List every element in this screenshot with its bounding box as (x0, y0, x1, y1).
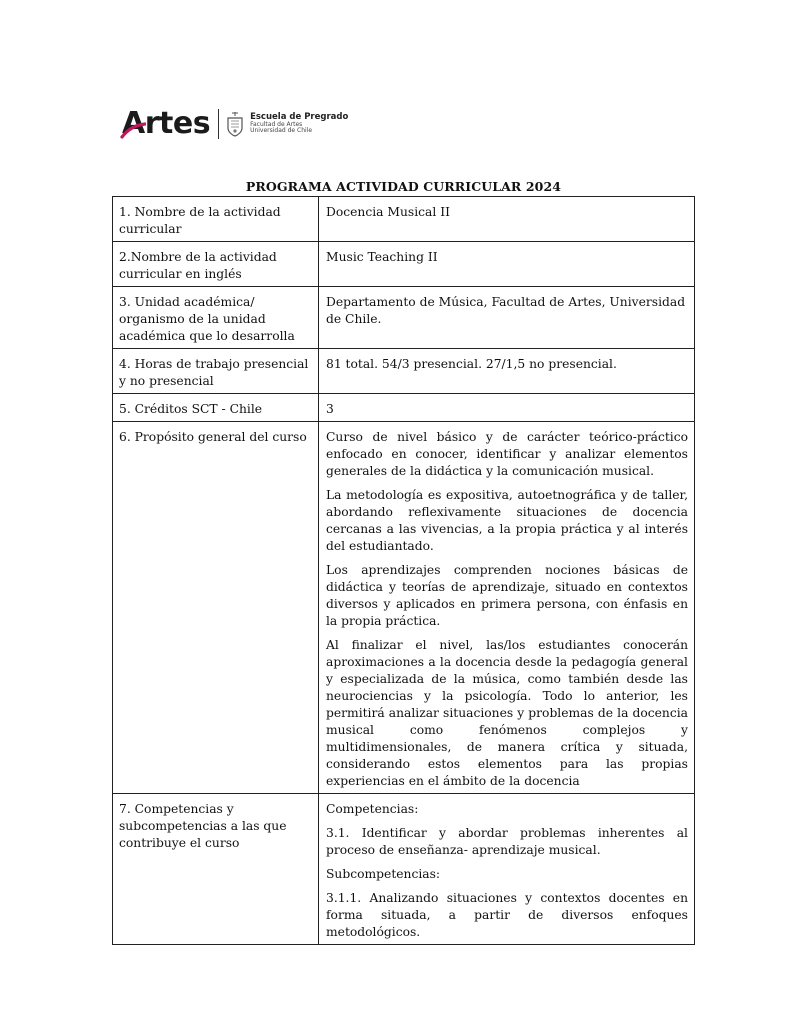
logo-line-school: Escuela de Pregrado (250, 112, 349, 123)
table-row-horas (113, 349, 695, 394)
competencia-item: 3.1. Identificar y abordar problemas inherentes al proceso de enseñanza- aprendizaje musical. (326, 826, 688, 857)
institution-logo (122, 104, 348, 144)
table-row-proposito (113, 422, 695, 794)
logo-swoosh-icon (120, 115, 146, 141)
row-label: 2.Nombre de la actividad curricular en inglés (113, 242, 319, 287)
row-label: 3. Unidad académica/ organismo de la unidad académica que lo desarrolla (113, 287, 319, 349)
table-row-competencias (113, 794, 695, 945)
subcompetencia-item: 3.1.1. Analizando situaciones y contextos docentes en forma situada, a partir de diversos enfoques metodológicos. (326, 891, 688, 939)
logo-word: Artes (122, 106, 211, 141)
competencias-heading: Competencias: (326, 802, 419, 816)
row-value: 81 total. 54/3 presencial. 27/1,5 no presencial. (319, 349, 695, 394)
row-value-competencias (319, 794, 695, 945)
proposito-paragraph-2: La metodología es expositiva, autoetnográfica y de taller, abordando reflexivamente situaciones de docencia cercanas a las vivencias, a la propia práctica y al interés del estudiantado. (326, 488, 688, 553)
row-value: Music Teaching II (319, 242, 695, 287)
proposito-paragraph-4: Al finalizar el nivel, las/los estudiantes conocerán aproximaciones a la docencia desde la pedagogía general y especializada de la música, como también desde las neurociencias y la psicología. Todo lo anterior, les permitirá analizar situaciones y problemas de la docencia musical como fenómenos complejos y multidimensionales, de manera crítica y situada, considerando estos elementos para las propias experiencias en el ámbito de la docencia (326, 638, 688, 788)
logo-text (250, 113, 348, 135)
logo-line-faculty: Facultad de Artes (250, 121, 303, 129)
row-label: 5. Créditos SCT - Chile (113, 394, 319, 422)
row-label: 6. Propósito general del curso (113, 422, 319, 794)
proposito-paragraph-1: Curso de nivel básico y de carácter teórico-práctico enfocado en conocer, identificar y analizar elementos generales de la didáctica y la comunicación musical. (326, 430, 688, 478)
logo-wordmark (122, 106, 211, 141)
row-value: 3 (319, 394, 695, 422)
curricular-program-table (112, 196, 695, 945)
proposito-paragraph-3: Los aprendizajes comprenden nociones básicas de didáctica y teorías de aprendizaje, situado en contextos diversos y aplicados en primera persona, con énfasis en la propia práctica. (326, 563, 688, 628)
row-value: Departamento de Música, Facultad de Artes, Universidad de Chile. (319, 287, 695, 349)
row-value-proposito (319, 422, 695, 794)
table-row-creditos (113, 394, 695, 422)
university-seal-icon (226, 111, 244, 137)
table-row-nombre-ingles (113, 242, 695, 287)
logo-divider (218, 109, 219, 139)
subcompetencias-heading: Subcompetencias: (326, 867, 441, 881)
logo-line-university: Universidad de Chile (250, 127, 313, 135)
row-label: 1. Nombre de la actividad curricular (113, 197, 319, 242)
row-label: 4. Horas de trabajo presencial y no presencial (113, 349, 319, 394)
row-label: 7. Competencias y subcompetencias a las que contribuye el curso (113, 794, 319, 945)
row-value: Docencia Musical II (319, 197, 695, 242)
table-row-unidad (113, 287, 695, 349)
table-row-nombre (113, 197, 695, 242)
document-title: PROGRAMA ACTIVIDAD CURRICULAR 2024 (245, 179, 562, 194)
